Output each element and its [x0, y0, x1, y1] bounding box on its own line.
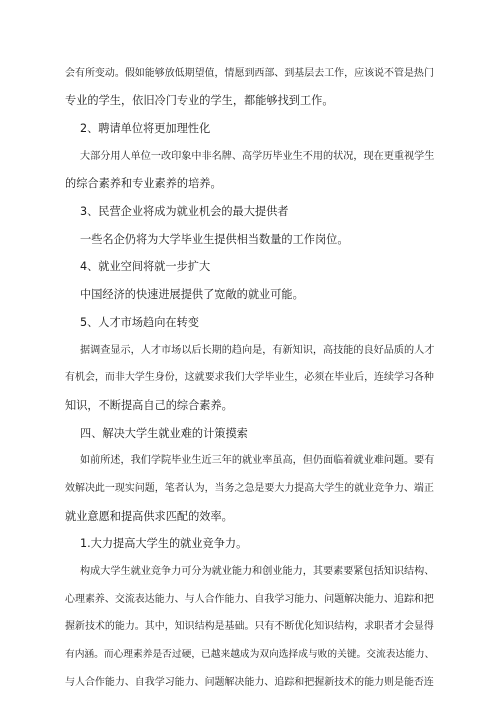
- section-heading: 2、聘请单位将更加理性化: [80, 122, 211, 135]
- text-line: 大部分用人单位一改印象中非名牌、高学历毕业生不用的状况，现在更重视学生: [80, 151, 435, 162]
- text-line: 有机会，而非大学生身份，这就要求我们大学毕业生，必须在毕业后，连续学习各种: [65, 372, 434, 383]
- text-line: 与人合作能力、自我学习能力、问题解决能力、追踪和把握新技术的能力则是能否连: [65, 677, 434, 688]
- section-heading: 3、民营企业将成为就业机会的最大提供者: [80, 205, 289, 218]
- section-heading: 5、人才市场趋向在转变: [80, 316, 199, 329]
- text-line: 就业意愿和提高供求匹配的效率。: [65, 510, 233, 523]
- section-heading: 1.大力提高大学生的就业竞争力。: [80, 537, 248, 550]
- text-line: 握新技术的能力。其中，知识结构是基础。只有不断优化知识结构，求职者才会显得: [65, 621, 434, 632]
- text-line: 如前所述，我们学院毕业生近三年的就业率虽高，但仍面临着就业难问题。要有: [80, 455, 435, 466]
- text-line: 中国经济的快速进展提供了宽敞的就业可能。: [80, 288, 304, 301]
- section-heading: 四、解决大学生就业难的计策摸索: [80, 427, 248, 440]
- text-line: 的综合素养和专业素养的培养。: [65, 177, 222, 190]
- text-line: 构成大学生就业竞争力可分为就业能力和创业能力，其要素要紧包括知识结构、: [80, 566, 435, 577]
- text-line: 有内涵。而心理素养是否过硬，已越来越成为双向选择成与败的关键。交流表达能力、: [65, 649, 435, 660]
- text-line: 一些名企仍将为大学毕业生提供相当数量的工作岗位。: [80, 233, 349, 246]
- text-line: 专业的学生，依旧冷门专业的学生，都能够找到工作。: [65, 94, 334, 107]
- text-line: 知识，不断提高自己的综合素养。: [65, 399, 233, 412]
- text-line: 据调查显示，人才市场以后长期的趋向是，有新知识，高技能的良好品质的人才: [80, 345, 435, 356]
- section-heading: 4、就业空间将就一步扩大: [80, 260, 211, 273]
- text-line: 心理素养、交流表达能力、与人合作能力、自我学习能力、问题解决能力、追踪和把: [65, 594, 434, 605]
- text-line: 会有所变动。假如能够放低期望值，情愿到西部、到基层去工作，应该说不管是热门: [65, 68, 434, 79]
- text-line: 效解决此一现实问题，笔者认为，当务之急是要大力提高大学生的就业竞争力、端正: [65, 483, 434, 494]
- document-body: [65, 62, 434, 707]
